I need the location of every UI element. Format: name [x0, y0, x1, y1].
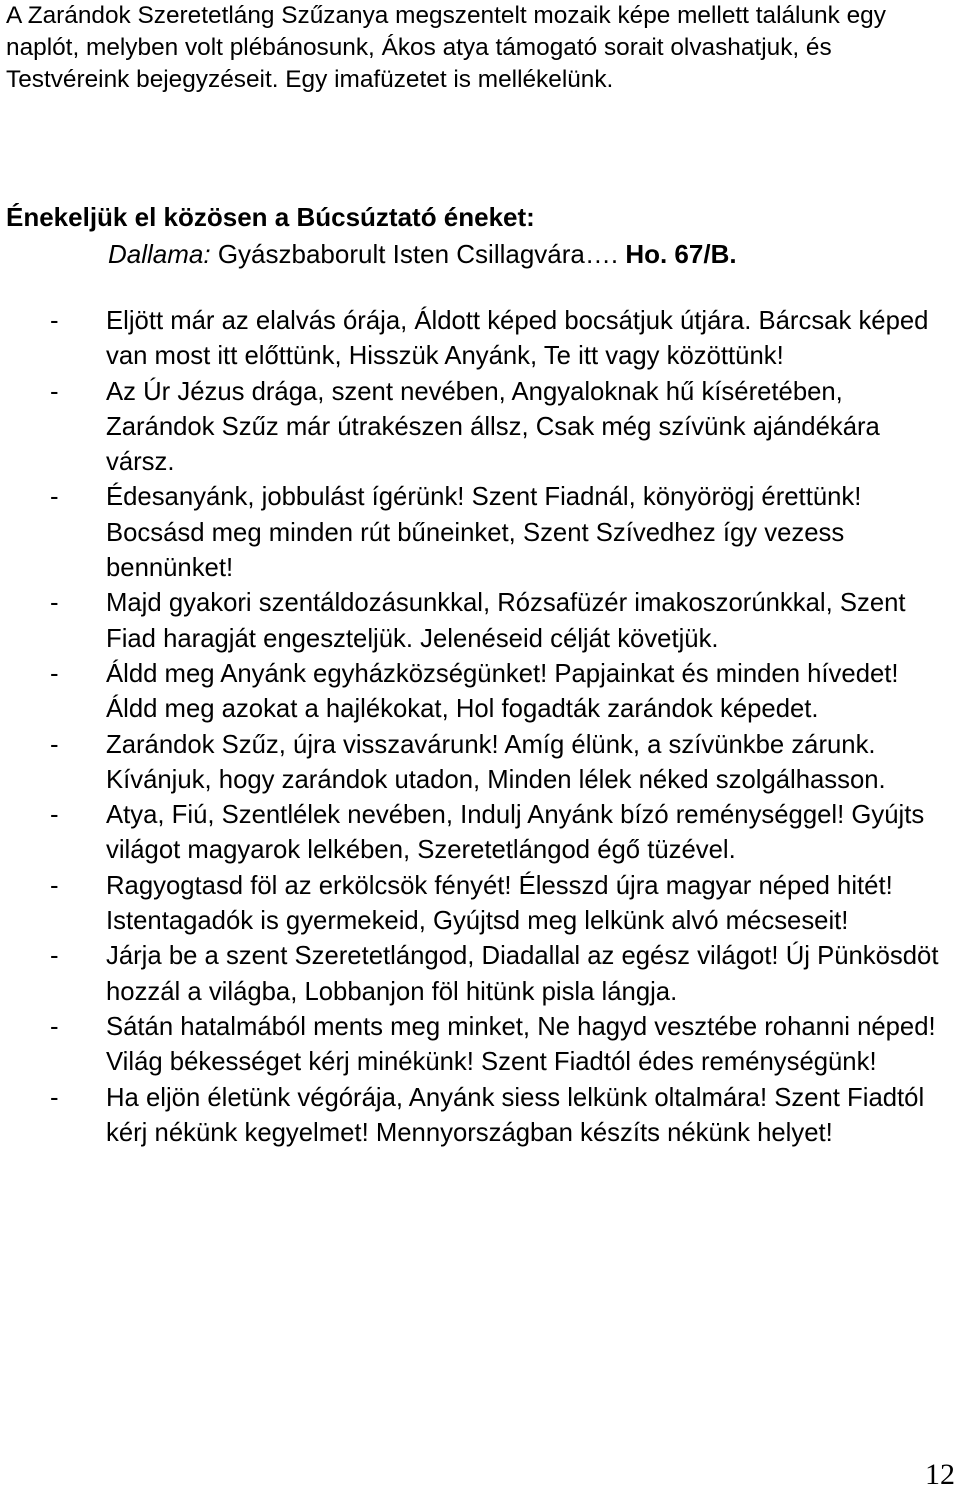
- melody-label: Dallama:: [108, 239, 211, 269]
- verse-dash: -: [50, 589, 59, 618]
- verse-list: [0, 304, 960, 1151]
- verse-text: Eljött már az elalvás órája, Áldott képed bocsátjuk útjára. Bárcsak képed van most itt előttünk, Hisszük Anyánk, Te itt vagy közöttünk!: [106, 307, 929, 371]
- verse-text: Atya, Fiú, Szentlélek nevében, Indulj Anyánk bízó reménységgel! Gyújts világot magyarok lelkében, Szeretetlángod égő tüzével.: [106, 801, 925, 865]
- verse-6: [0, 728, 960, 799]
- song-heading: Énekeljük el közösen a Búcsúztató éneket:: [6, 202, 535, 232]
- verse-1: [0, 304, 960, 375]
- verse-4: [0, 586, 960, 657]
- verse-text: Az Úr Jézus drága, szent nevében, Angyaloknak hű kíséretében, Zarándok Szűz már útrakészen állsz, Csak még szívünk ajándékára vársz.: [106, 377, 880, 477]
- verse-text: Zarándok Szűz, újra visszavárunk! Amíg élünk, a szívünkbe zárunk. Kívánjuk, hogy zarándok utadon, Minden lélek néked szolgálhasson.: [106, 730, 886, 794]
- verse-dash: -: [50, 659, 59, 688]
- verse-dash: -: [50, 307, 59, 335]
- verse-11: [0, 1081, 960, 1152]
- verse-text: Édesanyánk, jobbulást ígérünk! Szent Fiadnál, könyörögj érettünk! Bocsásd meg minden rút bűneinket, Szent Szívedhez így vezess bennünket!: [106, 483, 862, 583]
- verse-text: Járja be a szent Szeretetlángod, Diadallal az egész világot! Új Pünkösdöt hozzál a világba, Lobbanjon föl hitünk pisla lángja.: [106, 942, 939, 1006]
- verse-text: Majd gyakori szentáldozásunkkal, Rózsafüzér imakoszorúnkkal, Szent Fiad haragját engeszteljük. Jelenéseid célját követjük.: [106, 589, 906, 653]
- melody-title: Gyászbaborult Isten Csillagvára….: [210, 239, 626, 269]
- verse-10: [0, 1010, 960, 1081]
- verse-2: [0, 375, 960, 481]
- verse-9: [0, 939, 960, 1010]
- verse-8: [0, 869, 960, 940]
- verse-dash: -: [50, 801, 59, 830]
- melody-line: [108, 236, 737, 272]
- verse-3: [0, 480, 960, 586]
- verse-text: Ragyogtasd föl az erkölcsök fényét! Élesszd újra magyar néped hitét! Istentagadók is gyermekeid, Gyújtsd meg lelkünk alvó mécseseit!: [106, 871, 893, 936]
- verse-dash: -: [50, 483, 59, 512]
- verse-dash: -: [50, 1012, 59, 1041]
- verse-dash: -: [50, 871, 59, 900]
- verse-dash: -: [50, 377, 59, 406]
- verse-7: [0, 798, 960, 869]
- verse-text: Ha eljön életünk végórája, Anyánk siess lelkünk oltalmára! Szent Fiadtól kérj nékünk kegyelmet! Mennyországban készíts nékünk helyet!: [106, 1083, 925, 1147]
- intro-paragraph: A Zarándok Szeretetláng Szűzanya megszentelt mozaik képe mellett találunk egy naplót, melyben volt plébánosunk, Ákos atya támogató sorait olvashatjuk, és Testvéreink bejegyzéseit. Egy imafüzetet is mellékelünk.: [6, 2, 886, 93]
- verse-dash: -: [50, 942, 59, 971]
- hymn-number: Ho. 67/B.: [625, 239, 737, 269]
- verse-dash: -: [50, 730, 59, 759]
- verse-dash: -: [50, 1083, 59, 1112]
- verse-text: Sátán hatalmából ments meg minket, Ne hagyd vesztébe rohanni néped! Világ békességet kérj minékünk! Szent Fiadtól édes reménységünk!: [106, 1012, 936, 1077]
- verse-text: Áldd meg Anyánk egyházközségünket! Papjainkat és minden hívedet! Áldd meg azokat a hajlékokat, Hol fogadták zarándok képedet.: [106, 659, 899, 724]
- verse-5: [0, 657, 960, 728]
- page-number: 12: [925, 1458, 955, 1491]
